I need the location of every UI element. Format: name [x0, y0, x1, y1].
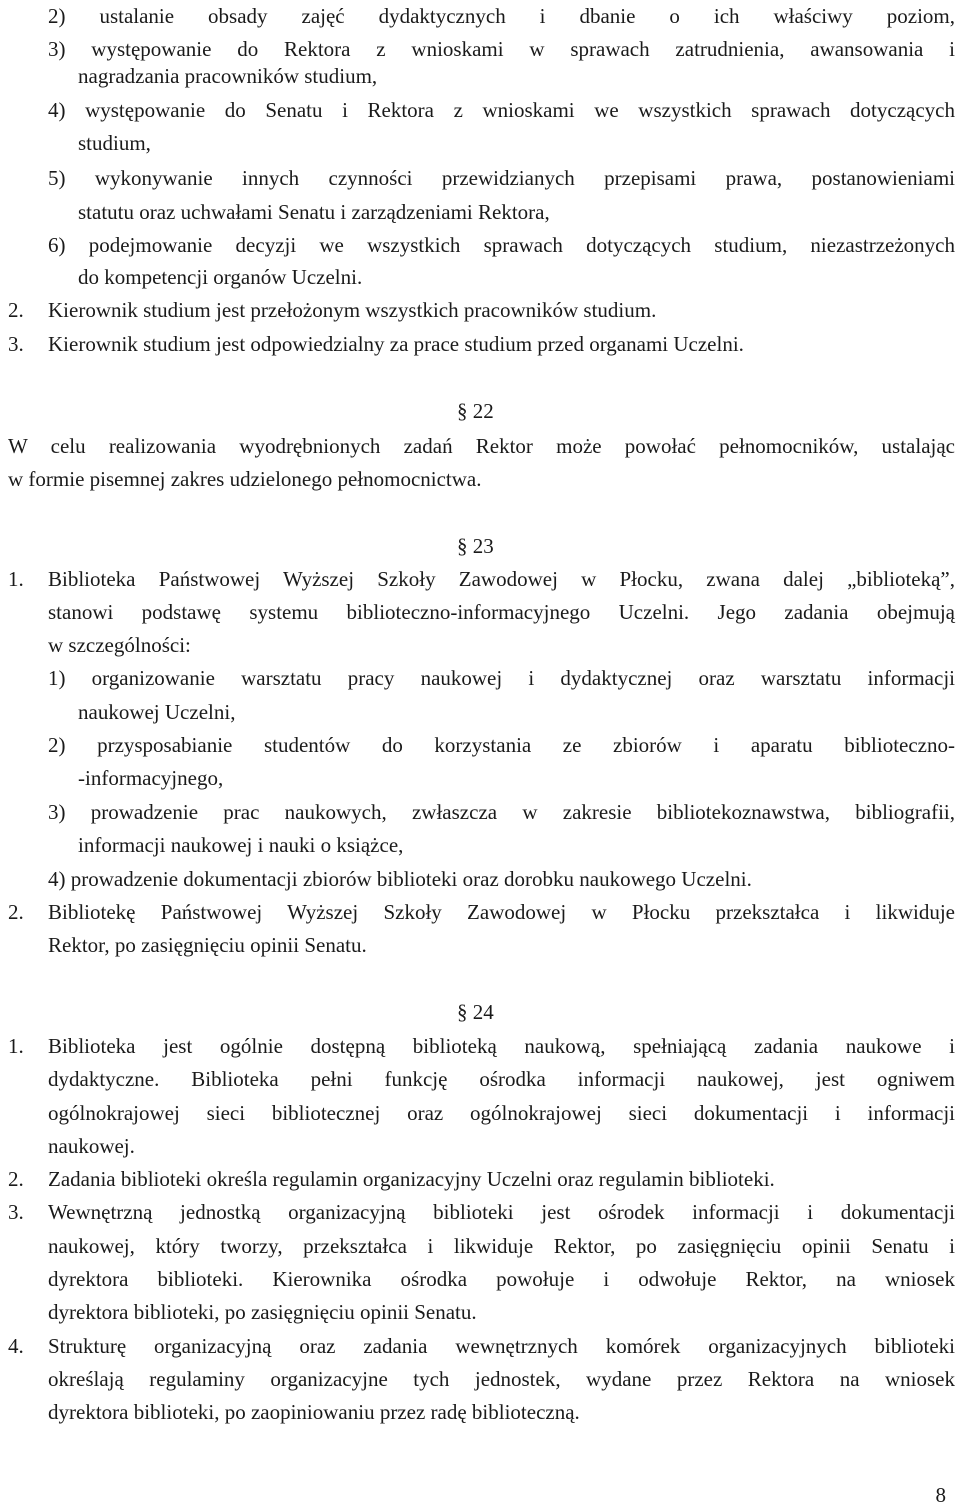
- text-line: Bibliotekę Państwowej Wyższej Szkoły Zawodowej w Płocku przekształca i likwiduje: [48, 900, 955, 924]
- text-line: 3) występowanie do Rektora z wnioskami w sprawach zatrudnienia, awansowania i: [48, 37, 955, 61]
- text-line: 4) występowanie do Senatu i Rektora z wnioskami we wszystkich sprawach dotyczących: [48, 98, 955, 122]
- section-heading: § 23: [457, 534, 494, 558]
- text-line: Kierownik studium jest przełożonym wszystkich pracowników studium.: [48, 298, 657, 322]
- text-line: 2) przysposabianie studentów do korzystania ze zbiorów i aparatu biblioteczno-: [48, 733, 955, 757]
- paragraph-number: 1.: [8, 1034, 24, 1058]
- text-line: Rektor, po zasięgnięciu opinii Senatu.: [48, 933, 367, 957]
- paragraph-number: 3.: [8, 1200, 24, 1224]
- paragraph-number: 1.: [8, 567, 24, 591]
- text-line: informacji naukowej i nauki o książce,: [78, 833, 404, 857]
- text-line: w szczególności:: [48, 633, 191, 657]
- text-line: Biblioteka jest ogólnie dostępną biblioteką naukową, spełniającą zadania naukowe i: [48, 1034, 955, 1058]
- text-line: w formie pisemnej zakres udzielonego pełnomocnictwa.: [8, 467, 482, 491]
- text-line: Wewnętrzną jednostką organizacyjną biblioteki jest ośrodek informacji i dokumentacji: [48, 1200, 955, 1224]
- text-line: ogólnokrajowej sieci bibliotecznej oraz ogólnokrajowej sieci dokumentacji i informacji: [48, 1101, 955, 1125]
- text-line: określają regulaminy organizacyjne tych jednostek, wydane przez Rektora na wniosek: [48, 1367, 955, 1391]
- text-line: dyrektora biblioteki. Kierownika ośrodka powołuje i odwołuje Rektor, na wniosek: [48, 1267, 955, 1291]
- text-line: Zadania biblioteki określa regulamin organizacyjny Uczelni oraz regulamin biblioteki.: [48, 1167, 775, 1191]
- text-line: dydaktyczne. Biblioteka pełni funkcję ośrodka informacji naukowej, jest ogniwem: [48, 1067, 955, 1091]
- paragraph-number: 2.: [8, 1167, 24, 1191]
- paragraph-number: 4.: [8, 1334, 24, 1358]
- text-line: 2) ustalanie obsady zajęć dydaktycznych i dbanie o ich właściwy poziom,: [48, 4, 955, 28]
- text-line: -informacyjnego,: [78, 766, 224, 790]
- text-line: naukowej.: [48, 1134, 135, 1158]
- section-heading: § 22: [457, 399, 494, 423]
- text-line: 1) organizowanie warsztatu pracy naukowej i dydaktycznej oraz warsztatu informacji: [48, 666, 955, 690]
- text-line: studium,: [78, 131, 151, 155]
- paragraph-number: 2.: [8, 298, 24, 322]
- text-line: naukowej Uczelni,: [78, 700, 236, 724]
- text-line: Strukturę organizacyjną oraz zadania wewnętrznych komórek organizacyjnych biblioteki: [48, 1334, 955, 1358]
- text-line: 4) prowadzenie dokumentacji zbiorów biblioteki oraz dorobku naukowego Uczelni.: [48, 867, 752, 891]
- text-line: 3) prowadzenie prac naukowych, zwłaszcza w zakresie bibliotekoznawstwa, bibliografii,: [48, 800, 955, 824]
- section-heading: § 24: [457, 1000, 494, 1024]
- text-line: Biblioteka Państwowej Wyższej Szkoły Zawodowej w Płocku, zwana dalej „biblioteką”,: [48, 567, 955, 591]
- text-line: W celu realizowania wyodrębnionych zadań Rektor może powołać pełnomocników, ustalając: [8, 434, 955, 458]
- text-line: statutu oraz uchwałami Senatu i zarządzeniami Rektora,: [78, 200, 550, 224]
- text-line: dyrektora biblioteki, po zaopiniowaniu przez radę biblioteczną.: [48, 1400, 580, 1424]
- text-line: stanowi podstawę systemu biblioteczno-informacyjnego Uczelni. Jego zadania obejmują: [48, 600, 955, 624]
- text-line: Kierownik studium jest odpowiedzialny za prace studium przed organami Uczelni.: [48, 332, 744, 356]
- paragraph-number: 3.: [8, 332, 24, 356]
- text-line: dyrektora biblioteki, po zasięgnięciu opinii Senatu.: [48, 1300, 477, 1324]
- paragraph-number: 2.: [8, 900, 24, 924]
- text-line: 5) wykonywanie innych czynności przewidzianych przepisami prawa, postanowieniami: [48, 166, 955, 190]
- page-number: 8: [935, 1483, 946, 1507]
- text-line: nagradzania pracowników studium,: [78, 64, 378, 88]
- text-line: naukowej, który tworzy, przekształca i likwiduje Rektor, po zasięgnięciu opinii Senatu i: [48, 1234, 955, 1258]
- text-line: 6) podejmowanie decyzji we wszystkich sprawach dotyczących studium, niezastrzeżonych: [48, 233, 955, 257]
- text-line: do kompetencji organów Uczelni.: [78, 265, 363, 289]
